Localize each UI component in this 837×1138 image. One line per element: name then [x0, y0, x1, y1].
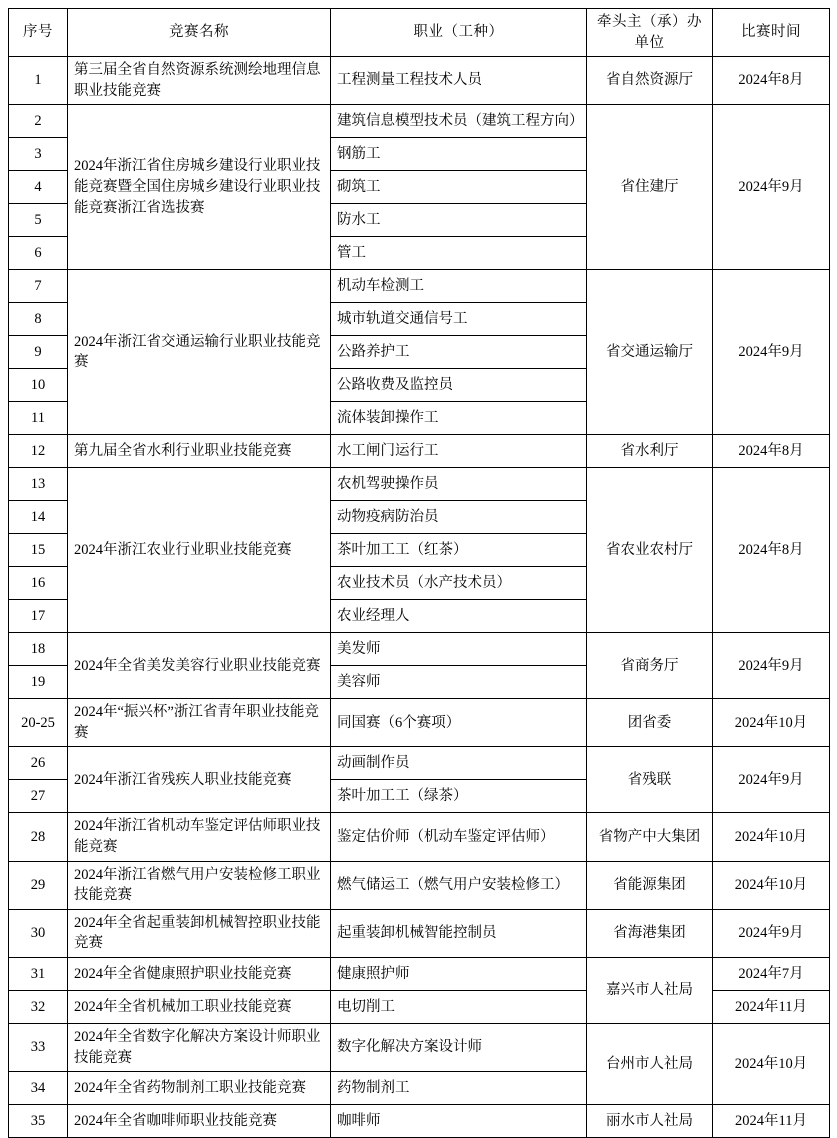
- cell-index: 5: [9, 204, 68, 237]
- cell-time: 2024年10月: [713, 813, 830, 861]
- cell-occupation: 起重装卸机械智能控制员: [331, 909, 587, 957]
- cell-index: 4: [9, 171, 68, 204]
- cell-organizer: 省商务厅: [587, 633, 713, 699]
- cell-time: 2024年8月: [713, 435, 830, 468]
- table-header: [9, 9, 830, 57]
- cell-occupation: 同国赛（6个赛项）: [331, 699, 587, 747]
- cell-index: 29: [9, 861, 68, 909]
- cell-time: 2024年10月: [713, 861, 830, 909]
- header-cell-organizer: 牵头主（承）办单位: [587, 9, 713, 57]
- table-row: [9, 1105, 830, 1138]
- cell-time: 2024年11月: [713, 990, 830, 1023]
- cell-occupation: 公路养护工: [331, 336, 587, 369]
- cell-organizer: 丽水市人社局: [587, 1105, 713, 1138]
- table-body: [9, 57, 830, 1138]
- cell-organizer: 省海港集团: [587, 909, 713, 957]
- cell-index: 14: [9, 501, 68, 534]
- cell-organizer: 省自然资源厅: [587, 57, 713, 105]
- cell-competition-name: 第三届全省自然资源系统测绘地理信息职业技能竞赛: [68, 57, 331, 105]
- cell-index: 34: [9, 1072, 68, 1105]
- cell-time: 2024年9月: [713, 747, 830, 813]
- cell-organizer: 省水利厅: [587, 435, 713, 468]
- cell-index: 9: [9, 336, 68, 369]
- cell-time: 2024年9月: [713, 633, 830, 699]
- table-row: [9, 909, 830, 957]
- cell-competition-name: 2024年浙江省燃气用户安装检修工职业技能竞赛: [68, 861, 331, 909]
- table-row: [9, 270, 830, 303]
- cell-organizer: 省能源集团: [587, 861, 713, 909]
- cell-organizer: 嘉兴市人社局: [587, 957, 713, 1023]
- cell-occupation: 药物制剂工: [331, 1072, 587, 1105]
- cell-occupation: 机动车检测工: [331, 270, 587, 303]
- cell-index: 27: [9, 780, 68, 813]
- cell-competition-name: 2024年全省美发美容行业职业技能竞赛: [68, 633, 331, 699]
- cell-index: 13: [9, 468, 68, 501]
- cell-index: 3: [9, 138, 68, 171]
- cell-time: 2024年7月: [713, 957, 830, 990]
- header-row: [9, 9, 830, 57]
- table-row: [9, 633, 830, 666]
- cell-occupation: 鉴定估价师（机动车鉴定评估师）: [331, 813, 587, 861]
- cell-competition-name: 2024年全省咖啡师职业技能竞赛: [68, 1105, 331, 1138]
- header-cell-index: 序号: [9, 9, 68, 57]
- cell-competition-name: 2024年全省药物制剂工职业技能竞赛: [68, 1072, 331, 1105]
- cell-organizer: 省残联: [587, 747, 713, 813]
- header-cell-time: 比赛时间: [713, 9, 830, 57]
- cell-occupation: 钢筋工: [331, 138, 587, 171]
- cell-occupation: 动画制作员: [331, 747, 587, 780]
- cell-index: 31: [9, 957, 68, 990]
- cell-occupation: 美容师: [331, 666, 587, 699]
- table-row: [9, 957, 830, 990]
- cell-competition-name: 2024年浙江省交通运输行业职业技能竞赛: [68, 270, 331, 435]
- cell-index: 2: [9, 105, 68, 138]
- cell-competition-name: 2024年浙江省住房城乡建设行业职业技能竞赛暨全国住房城乡建设行业职业技能竞赛浙江省选拔赛: [68, 105, 331, 270]
- cell-time: 2024年9月: [713, 909, 830, 957]
- cell-index: 26: [9, 747, 68, 780]
- cell-occupation: 农业技术员（水产技术员）: [331, 567, 587, 600]
- cell-competition-name: 2024年浙江农业行业职业技能竞赛: [68, 468, 331, 633]
- cell-organizer: 省住建厅: [587, 105, 713, 270]
- cell-index: 11: [9, 402, 68, 435]
- cell-organizer: 团省委: [587, 699, 713, 747]
- cell-index: 30: [9, 909, 68, 957]
- cell-occupation: 砌筑工: [331, 171, 587, 204]
- cell-index: 18: [9, 633, 68, 666]
- cell-occupation: 健康照护师: [331, 957, 587, 990]
- cell-time: 2024年9月: [713, 105, 830, 270]
- cell-occupation: 工程测量工程技术人员: [331, 57, 587, 105]
- cell-index: 17: [9, 600, 68, 633]
- table-row: [9, 105, 830, 138]
- header-cell-occupation: 职业（工种）: [331, 9, 587, 57]
- cell-occupation: 农机驾驶操作员: [331, 468, 587, 501]
- header-cell-competition-name: 竞赛名称: [68, 9, 331, 57]
- cell-index: 6: [9, 237, 68, 270]
- table-row: [9, 747, 830, 780]
- table-row: [9, 861, 830, 909]
- cell-organizer: 省交通运输厅: [587, 270, 713, 435]
- cell-occupation: 管工: [331, 237, 587, 270]
- cell-occupation: 建筑信息模型技术员（建筑工程方向）: [331, 105, 587, 138]
- table-row: [9, 813, 830, 861]
- table-row: [9, 435, 830, 468]
- cell-time: 2024年9月: [713, 270, 830, 435]
- cell-occupation: 城市轨道交通信号工: [331, 303, 587, 336]
- cell-index: 10: [9, 369, 68, 402]
- cell-competition-name: 2024年全省机械加工职业技能竞赛: [68, 990, 331, 1023]
- cell-index: 19: [9, 666, 68, 699]
- cell-competition-name: 2024年浙江省残疾人职业技能竞赛: [68, 747, 331, 813]
- cell-index: 35: [9, 1105, 68, 1138]
- cell-occupation: 美发师: [331, 633, 587, 666]
- cell-competition-name: 2024年全省数字化解决方案设计师职业技能竞赛: [68, 1023, 331, 1071]
- table-row: [9, 57, 830, 105]
- table-row: [9, 468, 830, 501]
- cell-occupation: 茶叶加工工（绿茶）: [331, 780, 587, 813]
- cell-index: 8: [9, 303, 68, 336]
- cell-index: 16: [9, 567, 68, 600]
- cell-occupation: 燃气储运工（燃气用户安装检修工）: [331, 861, 587, 909]
- cell-competition-name: 2024年全省起重装卸机械智控职业技能竞赛: [68, 909, 331, 957]
- competition-schedule-table: [8, 8, 830, 1138]
- cell-time: 2024年10月: [713, 1023, 830, 1104]
- table-row: [9, 699, 830, 747]
- cell-competition-name: 2024年全省健康照护职业技能竞赛: [68, 957, 331, 990]
- cell-index: 28: [9, 813, 68, 861]
- cell-occupation: 防水工: [331, 204, 587, 237]
- cell-organizer: 省物产中大集团: [587, 813, 713, 861]
- cell-index: 1: [9, 57, 68, 105]
- cell-time: 2024年8月: [713, 57, 830, 105]
- cell-time: 2024年10月: [713, 699, 830, 747]
- cell-index: 32: [9, 990, 68, 1023]
- cell-competition-name: 2024年“振兴杯”浙江省青年职业技能竞赛: [68, 699, 331, 747]
- cell-occupation: 流体装卸操作工: [331, 402, 587, 435]
- cell-occupation: 数字化解决方案设计师: [331, 1023, 587, 1071]
- cell-time: 2024年8月: [713, 468, 830, 633]
- cell-index: 7: [9, 270, 68, 303]
- cell-organizer: 台州市人社局: [587, 1023, 713, 1104]
- table-row: [9, 1023, 830, 1071]
- cell-index: 33: [9, 1023, 68, 1071]
- cell-occupation: 电切削工: [331, 990, 587, 1023]
- cell-occupation: 水工闸门运行工: [331, 435, 587, 468]
- cell-occupation: 茶叶加工工（红茶）: [331, 534, 587, 567]
- cell-time: 2024年11月: [713, 1105, 830, 1138]
- cell-competition-name: 第九届全省水利行业职业技能竞赛: [68, 435, 331, 468]
- cell-occupation: 农业经理人: [331, 600, 587, 633]
- cell-occupation: 公路收费及监控员: [331, 369, 587, 402]
- cell-occupation: 动物疫病防治员: [331, 501, 587, 534]
- cell-index: 12: [9, 435, 68, 468]
- cell-index: 20-25: [9, 699, 68, 747]
- cell-index: 15: [9, 534, 68, 567]
- cell-organizer: 省农业农村厅: [587, 468, 713, 633]
- cell-competition-name: 2024年浙江省机动车鉴定评估师职业技能竞赛: [68, 813, 331, 861]
- cell-occupation: 咖啡师: [331, 1105, 587, 1138]
